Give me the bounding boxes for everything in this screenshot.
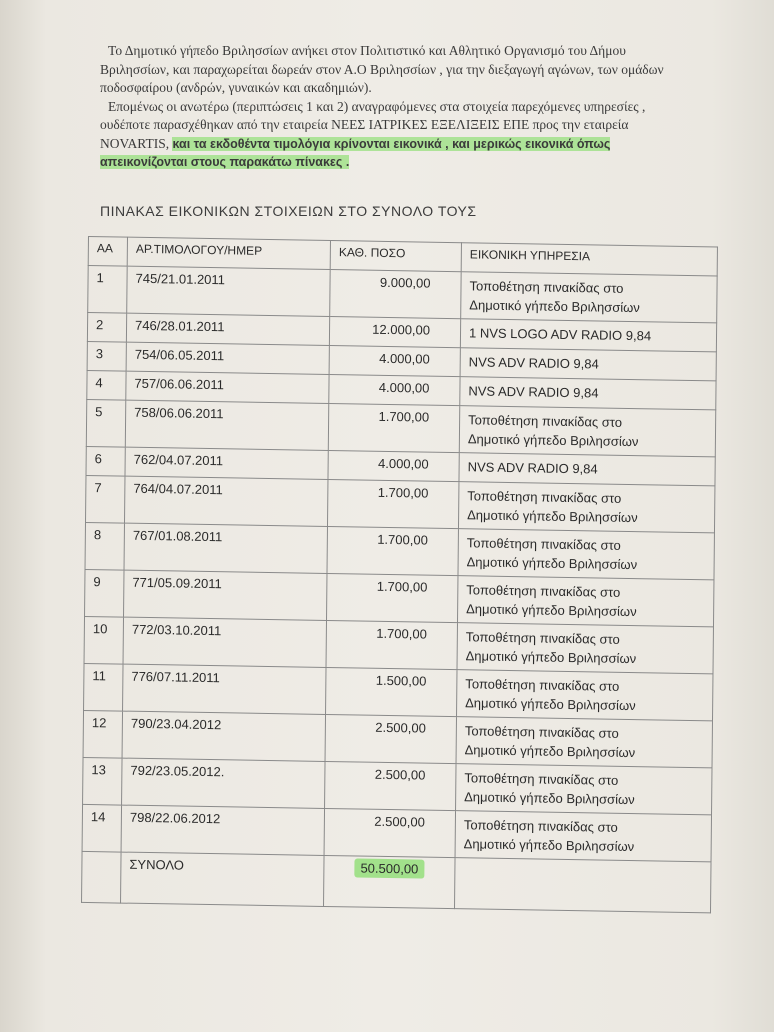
row-aa: 7: [85, 475, 124, 523]
total-empty-desc: [455, 858, 712, 913]
header-amount: ΚΑΘ. ΠΟΣΟ: [330, 241, 461, 272]
row-service-line-1: NVS ADV RADIO 9,84: [468, 383, 599, 401]
row-aa: 10: [84, 616, 123, 664]
row-service-line-1: Τοποθέτηση πινακίδας στο: [465, 629, 620, 647]
row-service-line-2: Δημοτικό γήπεδο Βριλησσίων: [467, 431, 639, 450]
row-amount: 1.700,00: [327, 573, 458, 622]
row-service: [459, 406, 715, 457]
row-invoice: 790/23.04.2012: [122, 711, 325, 761]
row-amount: 1.700,00: [326, 620, 457, 669]
row-service: [459, 453, 715, 486]
row-amount: 4.000,00: [328, 450, 459, 481]
row-service-line-1: Τοποθέτηση πινακίδας στο: [463, 817, 618, 835]
row-amount: 2.500,00: [324, 808, 455, 857]
row-service-line-2: Δημοτικό γήπεδο Βριλησσίων: [465, 648, 637, 667]
row-service-line-2: Δημοτικό γήπεδο Βριλησσίων: [467, 507, 638, 526]
row-aa: 11: [84, 663, 123, 711]
highlighted-conclusion: και τα εκδοθέντα τιμολόγια κρίνονται εικονικά , και μερικώς εικονικά όπως απεικονίζονται στους παρακάτω πίνακες .: [100, 136, 611, 169]
row-aa: 4: [87, 370, 126, 400]
intro-paragraph-2: [100, 98, 670, 172]
row-service-line-1: NVS ADV RADIO 9,84: [468, 354, 599, 372]
row-service-line-1: Τοποθέτηση πινακίδας στο: [466, 535, 621, 553]
row-service: [455, 811, 711, 862]
invoices-table: [81, 236, 718, 913]
row-amount: 1.700,00: [327, 479, 458, 528]
row-service-line-2: Δημοτικό γήπεδο Βριλησσίων: [466, 554, 638, 573]
row-amount: 12.000,00: [329, 317, 460, 348]
row-amount: 1.500,00: [326, 667, 457, 716]
intro-text: [100, 42, 670, 172]
row-amount: 2.500,00: [325, 761, 456, 810]
row-aa: 14: [82, 804, 121, 852]
row-service: [456, 764, 712, 815]
row-service-line-1: NVS ADV RADIO 9,84: [467, 459, 598, 477]
row-service-line-1: Τοποθέτηση πινακίδας στο: [464, 723, 619, 741]
row-service-line-1: Τοποθέτηση πινακίδας στο: [466, 582, 621, 600]
row-amount: 4.000,00: [329, 346, 460, 377]
row-service: [461, 272, 717, 323]
row-invoice: 767/01.08.2011: [124, 523, 327, 573]
row-invoice: 757/06.06.2011: [126, 371, 329, 403]
row-amount: 1.700,00: [328, 404, 459, 453]
row-invoice: 746/28.01.2011: [126, 313, 329, 345]
row-amount: 9.000,00: [330, 270, 461, 319]
row-aa: 12: [83, 710, 122, 758]
total-empty-cell: [82, 851, 122, 903]
total-amount: 50.500,00: [354, 858, 424, 878]
row-service: [460, 348, 716, 381]
row-service-line-1: Τοποθέτηση πινακίδας στο: [468, 412, 623, 430]
row-service: [458, 482, 714, 533]
row-invoice: 762/04.07.2011: [125, 447, 328, 479]
row-invoice: 776/07.11.2011: [123, 664, 326, 714]
row-invoice: 758/06.06.2011: [125, 400, 328, 450]
row-service-line-2: Δημοτικό γήπεδο Βριλησσίων: [464, 742, 636, 761]
row-service: [460, 377, 716, 410]
row-service: [457, 576, 713, 627]
row-service-line-2: Δημοτικό γήπεδο Βριλησσίων: [469, 297, 640, 316]
row-aa: 3: [87, 341, 126, 371]
total-row: [82, 851, 711, 912]
row-invoice: 792/23.05.2012.: [122, 758, 325, 808]
row-aa: 5: [86, 399, 125, 447]
row-invoice: 772/03.10.2011: [123, 617, 326, 667]
table-title: ΠΙΝΑΚΑΣ ΕΙΚΟΝΙΚΩΝ ΣΤΟΙΧΕΙΩΝ ΣΤΟ ΣΥΝΟΛΟ ΤΟΥΣ: [100, 203, 477, 219]
row-service-line-1: Τοποθέτηση πινακίδας στο: [464, 770, 619, 788]
header-invoice: ΑΡ.ΤΙΜΟΛΟΓΟΥ/ΗΜΕΡ: [127, 237, 330, 269]
row-service: [458, 529, 714, 580]
row-invoice: 798/22.06.2012: [121, 805, 324, 855]
row-service-line-1: Τοποθέτηση πινακίδας στο: [467, 488, 622, 506]
row-service-line-1: 1 NVS LOGO ADV RADIO 9,84: [468, 325, 652, 344]
row-invoice: 754/06.05.2011: [126, 342, 329, 374]
row-aa: 1: [88, 266, 127, 314]
row-service-line-1: Τοποθέτηση πινακίδας στο: [469, 278, 624, 296]
row-aa: 6: [86, 446, 125, 476]
header-aa: ΑΑ: [88, 237, 127, 267]
row-amount: 1.700,00: [327, 526, 458, 575]
row-service: [457, 670, 713, 721]
total-amount-cell: [324, 855, 456, 908]
row-service-line-1: Τοποθέτηση πινακίδας στο: [465, 676, 620, 694]
row-invoice: 745/21.01.2011: [127, 266, 330, 316]
header-service: ΕΙΚΟΝΙΚΗ ΥΠΗΡΕΣΙΑ: [461, 243, 717, 276]
total-label: ΣΥΝΟΛΟ: [121, 852, 325, 906]
row-service: [460, 319, 716, 352]
row-service-line-2: Δημοτικό γήπεδο Βριλησσίων: [466, 601, 637, 620]
row-service: [456, 717, 712, 768]
row-service-line-2: Δημοτικό γήπεδο Βριλησσίων: [463, 836, 635, 855]
intro-paragraph-1: Το Δημοτικό γήπεδο Βριλησσίων ανήκει στον Πολιτιστικό και Αθλητικό Οργανισμό του Δήμου Βριλησσίων, και παραχωρείται δωρεάν στον Α.Ο Βριλησσίων , για την διεξαγωγή αγώνων, των ομάδων ποδοσφαίρου (ανδρών, γυναικών και ακαδημιών).: [100, 43, 664, 95]
row-invoice: 764/04.07.2011: [124, 476, 327, 526]
row-aa: 8: [85, 522, 124, 570]
row-service-line-2: Δημοτικό γήπεδο Βριλησσίων: [464, 789, 635, 808]
row-amount: 2.500,00: [325, 714, 456, 763]
row-aa: 9: [85, 569, 124, 617]
row-amount: 4.000,00: [329, 375, 460, 406]
row-invoice: 771/05.09.2011: [124, 570, 327, 620]
row-aa: 2: [87, 312, 126, 342]
intro-paragraph-2-start: Επομένως οι ανωτέρω (περιπτώσεις 1 και 2) αναγραφόμενες στα στοιχεία παρεχόμενες υπηρεσίες , ουδέποτε παρασχέθηκαν από την εταιρεία ΝΕΕΣ ΙΑΤΡΙΚΕΣ ΕΞΕΛΙΞΕΙΣ ΕΠΕ προς την εταιρεία NOVARTIS,: [100, 98, 646, 151]
row-service: [457, 623, 713, 674]
row-aa: 13: [83, 757, 122, 805]
row-service-line-2: Δημοτικό γήπεδο Βριλησσίων: [465, 695, 636, 714]
